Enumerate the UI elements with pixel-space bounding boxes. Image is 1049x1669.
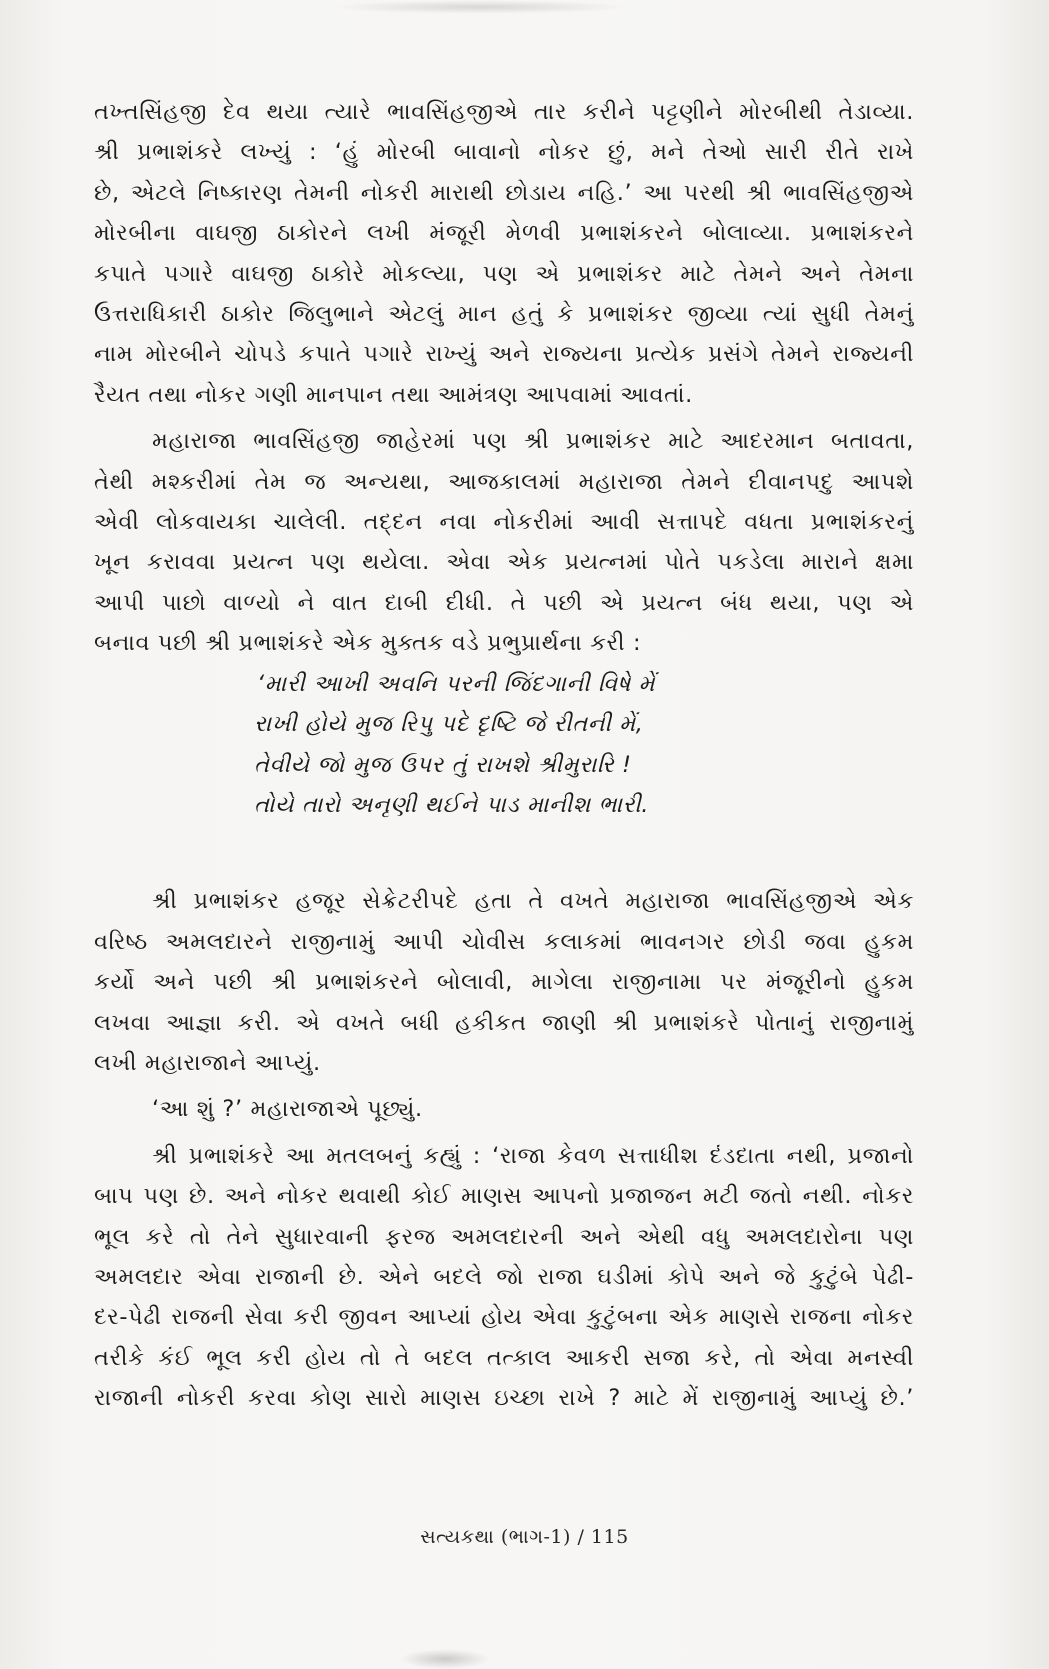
- text-line: મોરબીના વાઘજી ઠાકોરને લખી મંજૂરી મેળવી પ્રભાશંકરને બોલાવ્યા. પ્રભાશંકરને: [94, 220, 914, 247]
- poem-line: ‘મારી આખી અવનિ પરની જિંદગાની વિષે મેં: [257, 670, 656, 697]
- text-line: શ્રી પ્રભાશંકરે આ મતલબનું કહ્યું : ‘રાજા કેવળ સત્તાધીશ દંડદાતા નથી, પ્રજાનો: [152, 1142, 914, 1169]
- scan-shadow-top: [330, 0, 630, 14]
- text-line: ‘આ શું ?’ મહારાજાએ પૂછ્યું.: [152, 1096, 423, 1123]
- text-line: વરિષ્ઠ અમલદારને રાજીનામું આપી ચોવીસ કલાકમાં ભાવનગર છોડી જવા હુકમ: [94, 928, 914, 955]
- poem-verse: [94, 664, 914, 826]
- text-line: શ્રી પ્રભાશંકરે લખ્યું : ‘હું મોરબી બાવાનો નોકર છું, મને તેઓ સારી રીતે રાખે: [94, 139, 914, 166]
- text-line: આપી પાછો વાળ્યો ને વાત દાબી દીધી. તે પછી એ પ્રયત્ન બંધ થયા, પણ એ: [94, 589, 914, 616]
- text-line: લખી મહારાજાને આપ્યું.: [94, 1049, 321, 1076]
- text-line: તખ્તસિંહજી દેવ થયા ત્યારે ભાવસિંહજીએ તાર કરીને પટ્ટણીને મોરબીથી તેડાવ્યા.: [94, 99, 914, 125]
- poem-line: તોયે તારો અનૃણી થઈને પાડ માનીશ ભારી.: [254, 791, 650, 818]
- text-line: કર્યો અને પછી શ્રી પ્રભાશંકરને બોલાવી, માગેલા રાજીનામા પર મંજૂરીનો હુકમ: [94, 969, 914, 996]
- paragraph-1: [94, 92, 914, 415]
- text-line: ખૂન કરાવવા પ્રયત્ન પણ થયેલા. એવા એક પ્રયત્નમાં પોતે પકડેલા મારાને ક્ષમા: [94, 549, 914, 576]
- text-line: બાપ પણ છે. અને નોકર થવાથી કોઈ માણસ આપનો પ્રજાજન મટી જતો નથી. નોકર: [94, 1183, 914, 1210]
- text-line: અમલદાર એવા રાજાની છે. એને બદલે જો રાજા ઘડીમાં કોપે અને જે કુટુંબે પેઢી-: [94, 1263, 914, 1290]
- text-line: રૈયત તથા નોકર ગણી માનપાન તથા આમંત્રણ આપવામાં આવતાં.: [94, 381, 693, 408]
- section-divider-asterisk: [94, 825, 914, 881]
- text-line: એવી લોકવાયકા ચાલેલી. તદ્દન નવા નોકરીમાં આવી સત્તાપદે વધતા પ્રભાશંકરનું: [94, 509, 914, 536]
- page-footer-label: સત્યકથા (ભાગ-1) / 115: [420, 1526, 629, 1548]
- text-line: દર-પેઢી રાજની સેવા કરી જીવન આપ્યાં હોય એવા કુટુંબના એક માણસે રાજના નોકર: [94, 1304, 914, 1331]
- text-line: મહારાજા ભાવસિંહજી જાહેરમાં પણ શ્રી પ્રભાશંકર માટે આદરમાન બતાવતા,: [152, 428, 914, 455]
- text-line: નામ મોરબીને ચોપડે કપાતે પગારે રાખ્યું અને રાજ્યના પ્રત્યેક પ્રસંગે તેમને રાજ્યની: [94, 341, 914, 368]
- page-body: [94, 92, 914, 1419]
- text-line: શ્રી પ્રભાશંકર હજૂર સેક્રેટરીપદે હતા તે વખતે મહારાજા ભાવસિંહજીએ એક: [152, 888, 914, 915]
- text-line: રાજાની નોકરી કરવા કોણ સારો માણસ ઇચ્છા રાખે ? માટે મેં રાજીનામું આપ્યું છે.’: [94, 1385, 914, 1412]
- text-line: ભૂલ કરે તો તેને સુધારવાની ફરજ અમલદારની અને એથી વધુ અમલદારોના પણ: [94, 1223, 914, 1250]
- paragraph-4: [94, 1089, 914, 1129]
- text-line: ઉત્તરાધિકારી ઠાકોર જિલુભાને એટલું માન હતું કે પ્રભાશંકર જીવ્યા ત્યાં સુધી તેમનું: [94, 301, 914, 328]
- text-line: કપાતે પગારે વાઘજી ઠાકોરે મોકલ્યા, પણ એ પ્રભાશંકર માટે તેમને અને તેમના: [94, 260, 914, 287]
- poem-line: તેવીયે જો મુજ ઉપર તું રાખશે શ્રીમુરારિ !: [254, 751, 632, 778]
- text-line: લખવા આજ્ઞા કરી. એ વખતે બધી હકીકત જાણી શ્રી પ્રભાશંકરે પોતાનું રાજીનામું: [94, 1009, 914, 1036]
- text-line: તેથી મશ્કરીમાં તેમ જ અન્યથા, આજકાલમાં મહારાજા તેમને દીવાનપદુ આપશે: [94, 468, 914, 495]
- text-line: બનાવ પછી શ્રી પ્રભાશંકરે એક મુક્તક વડે પ્રભુપ્રાર્થના કરી :: [94, 630, 642, 657]
- paragraph-3: [94, 881, 914, 1083]
- scan-shadow-bottom: [400, 1649, 490, 1669]
- poem-line: રાખી હોયે મુજ રિપુ પદે દૃષ્ટિ જે રીતની મેં,: [254, 711, 644, 738]
- text-line: તરીકે કંઈ ભૂલ કરી હોય તો તે બદલ તત્કાલ આકરી સજા કરે, તો એવા મનસ્વી: [94, 1344, 914, 1371]
- paragraph-2: [94, 421, 914, 663]
- paragraph-5: [94, 1136, 914, 1419]
- text-line: છે, એટલે નિષ્કારણ તેમની નોકરી મારાથી છોડાય નહિ.’ આ પરથી શ્રી ભાવસિંહજીએ: [94, 179, 914, 206]
